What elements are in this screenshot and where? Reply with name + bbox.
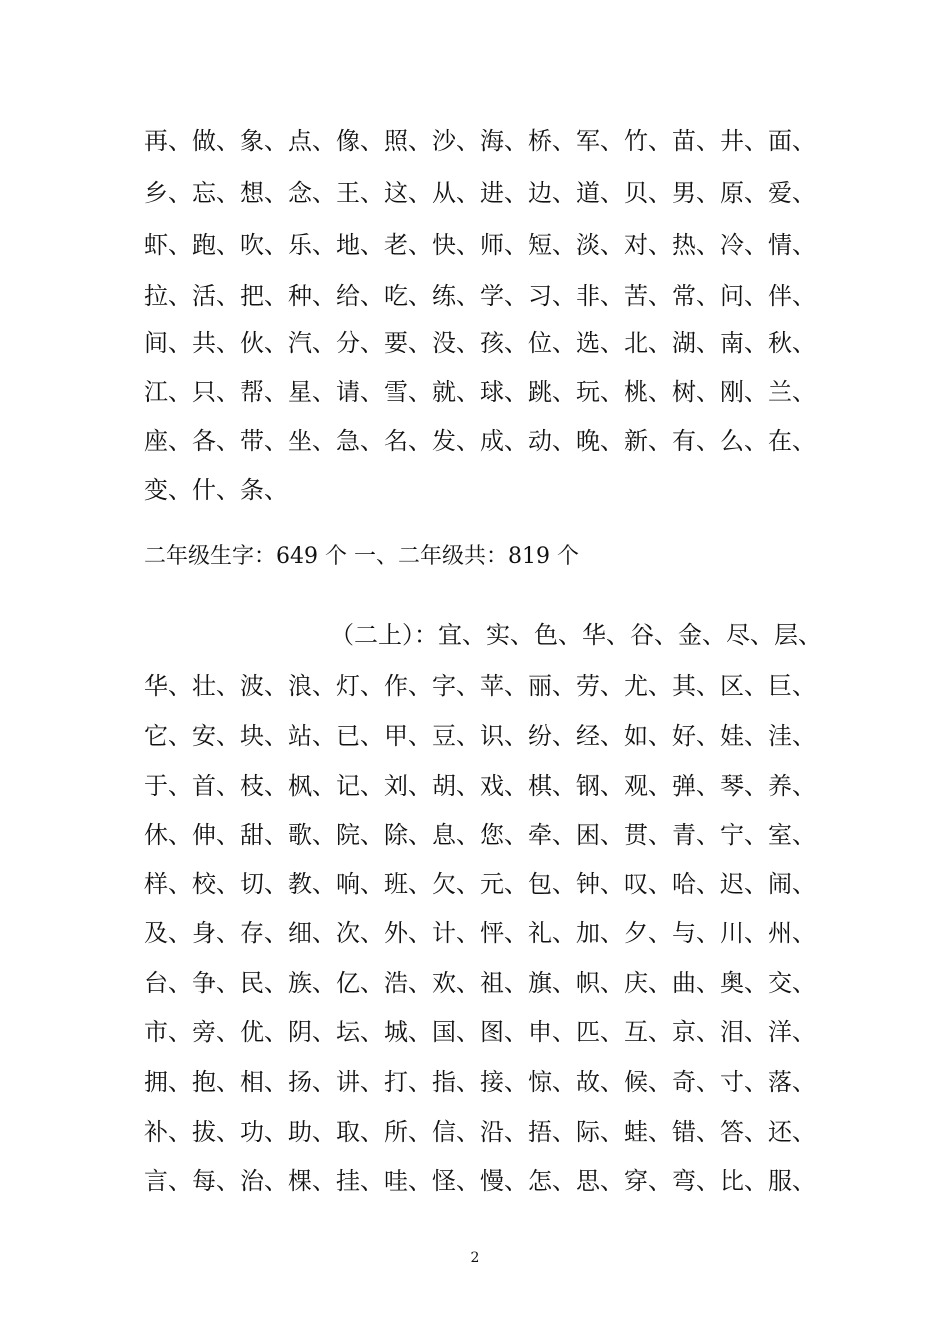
char-line-8: 变、什、条、 xyxy=(144,476,288,504)
char-line-17: 拥、抱、相、扬、讲、打、指、接、惊、故、候、奇、寸、落、 xyxy=(144,1068,816,1096)
char-line-5: 间、共、伙、汽、分、要、没、孩、位、选、北、湖、南、秋、 xyxy=(144,329,816,357)
char-line-12: 休、伸、甜、歌、院、除、息、您、牵、困、贯、青、宁、室、 xyxy=(144,821,816,849)
char-line-14: 及、身、存、细、次、外、计、怦、礼、加、夕、与、川、州、 xyxy=(144,919,816,947)
char-line-16: 市、旁、优、阴、坛、城、国、图、申、匹、互、京、泪、洋、 xyxy=(144,1018,816,1046)
page-number: 2 xyxy=(470,1250,480,1266)
char-line-13: 样、校、切、教、响、班、欠、元、包、钟、叹、哈、迟、闹、 xyxy=(144,870,816,898)
char-line-11: 于、首、枝、枫、记、刘、胡、戏、棋、钢、观、弹、琴、养、 xyxy=(144,772,816,800)
char-line-7: 座、各、带、坐、急、名、发、成、动、晚、新、有、么、在、 xyxy=(144,427,816,455)
grade-two-summary: 二年级生字：649 个 一、二年级共：819 个 xyxy=(144,544,579,569)
char-line-1: 再、做、象、点、像、照、沙、海、桥、军、竹、苗、井、面、 xyxy=(144,127,816,155)
char-line-15: 台、争、民、族、亿、浩、欢、祖、旗、帜、庆、曲、奥、交、 xyxy=(144,969,816,997)
char-line-3: 虾、跑、吹、乐、地、老、快、师、短、淡、对、热、冷、情、 xyxy=(144,231,816,259)
char-line-18: 补、拔、功、助、取、所、信、沿、捂、际、蛙、错、答、还、 xyxy=(144,1118,816,1146)
section-heading-line: （二上）：宜、实、色、华、谷、金、尽、层、 xyxy=(330,621,822,649)
char-line-19: 言、每、治、棵、挂、哇、怪、慢、怎、思、穿、弯、比、服、 xyxy=(144,1167,816,1195)
char-line-2: 乡、忘、想、念、王、这、从、进、边、道、贝、男、原、爱、 xyxy=(144,179,816,207)
char-line-6: 江、只、帮、星、请、雪、就、球、跳、玩、桃、树、刚、兰、 xyxy=(144,378,816,406)
char-line-4: 拉、活、把、种、给、吃、练、学、习、非、苦、常、问、伴、 xyxy=(144,282,816,310)
char-line-9: 华、壮、波、浪、灯、作、字、苹、丽、劳、尤、其、区、巨、 xyxy=(144,672,816,700)
char-line-10: 它、安、块、站、已、甲、豆、识、纷、经、如、好、娃、洼、 xyxy=(144,722,816,750)
